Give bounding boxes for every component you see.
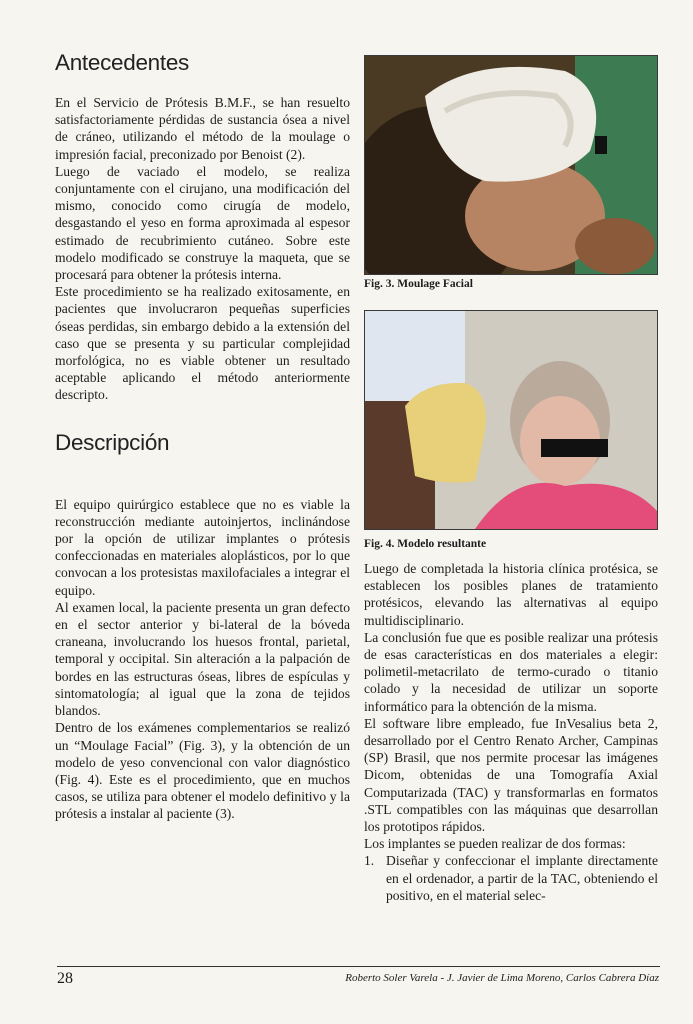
figure-4-photo xyxy=(364,310,658,530)
page-number: 28 xyxy=(57,970,73,987)
antecedentes-paragraph-2: Luego de vaciado el modelo, se realiza conjuntamente con el cirujano, una modificación del mismo, conocido como cirugía de modelo, desgastando el yeso en forma aproximada al espesor estimado de recubrimiento cutáneo. Sobre este modelo modificado se construye la maqueta, que se procesará para obtener la prótesis interna. xyxy=(55,163,350,283)
figure-3-caption: Fig. 3. Moulage Facial xyxy=(364,278,473,290)
right-paragraph-1: Luego de completada la historia clínica protésica, se establecen los posibles planes de tratamiento protésicos, elevando las alternativas al equipo multidisciplinario. xyxy=(364,561,658,628)
footer-authors: Roberto Soler Varela - J. Javier de Lima Moreno, Carlos Cabrera Díaz xyxy=(345,972,659,984)
modelo-resultante-image xyxy=(365,311,657,529)
moulage-facial-image xyxy=(365,56,657,274)
list-item-text: Diseñar y confeccionar el implante directamente en el ordenador, a partir de la TAC, obteniendo el positivo, en el material selec- xyxy=(386,853,658,903)
descripcion-paragraph-2: Al examen local, la paciente presenta un gran defecto en el sector anterior y bi-lateral de la bóveda craneana, involucrando los huesos frontal, parietal, temporal y occipital. Sin alteración a la palpación de bordes en las estructuras óseas, libres de espículas y sintomatología; al igual que la zona de tejidos blandos. xyxy=(55,599,350,719)
right-paragraph-2: La conclusión fue que es posible realizar una prótesis de esas características en dos materiales a elegir: polimetil-metacrilato de termo-curado o titanio colado y la necesidad de utilizar un soporte informático para la obtención de la misma. xyxy=(364,629,658,714)
right-paragraph-4: Los implantes se pueden realizar de dos formas: xyxy=(364,836,626,852)
figure-3-photo xyxy=(364,55,658,275)
figure-4-caption: Fig. 4. Modelo resultante xyxy=(364,538,487,550)
antecedentes-paragraph-1: En el Servicio de Prótesis B.M.F., se han resuelto satisfactoriamente pérdidas de sustancia ósea a nivel de cráneo, utilizando el método de la moulage o impresión facial, preconizado por Benoist (2). xyxy=(55,95,350,162)
heading-antecedentes: Antecedentes xyxy=(55,50,190,75)
left-column xyxy=(55,50,350,823)
list-item xyxy=(364,852,658,904)
descripcion-paragraph-3: Dentro de los exámenes complementarios se realizó un “Moulage Facial” (Fig. 3), y la obtención de un modelo de yeso convencional con valor diagnóstico (Fig. 4). Este es el procedimiento, que en muchos casos, se utiliza para obtener el modelo definitivo y la prótesis a instalar al paciente (3). xyxy=(55,720,350,822)
right-column xyxy=(364,55,658,904)
antecedentes-paragraph-3: Este procedimiento se ha realizado exitosamente, en pacientes que involucraron pequeñas superficies óseas perdidas, sin embargo debido a la extensión del caso que se presenta y su particular complejidad morfológica, no es viable obtener un resultado aceptable aplicando el método anteriormente descripto. xyxy=(55,284,350,403)
right-paragraph-3: El software libre empleado, fue InVesalius beta 2, desarrollado por el Centro Renato Archer, Campinas (SP) Brasil, que nos permite procesar las imágenes Dicom, obtenidas de una Tomografía Axial Computarizada (TAC) y transformarlas en formatos .STL compatibles con las máquinas que desarrollan los prototipos rápidos. xyxy=(364,715,658,835)
footer-divider xyxy=(57,966,660,967)
heading-descripcion: Descripción xyxy=(55,429,170,455)
list-item-number: 1. xyxy=(364,853,375,869)
descripcion-paragraph-1: El equipo quirúrgico establece que no es viable la reconstrucción mediante autoinjertos, inclinándose por la opción de utilizar implantes o prótesis confeccionadas en materiales aloplásticos, por lo que convocan a los protesistas maxilofaciales a integrar el equipo. xyxy=(55,496,350,598)
